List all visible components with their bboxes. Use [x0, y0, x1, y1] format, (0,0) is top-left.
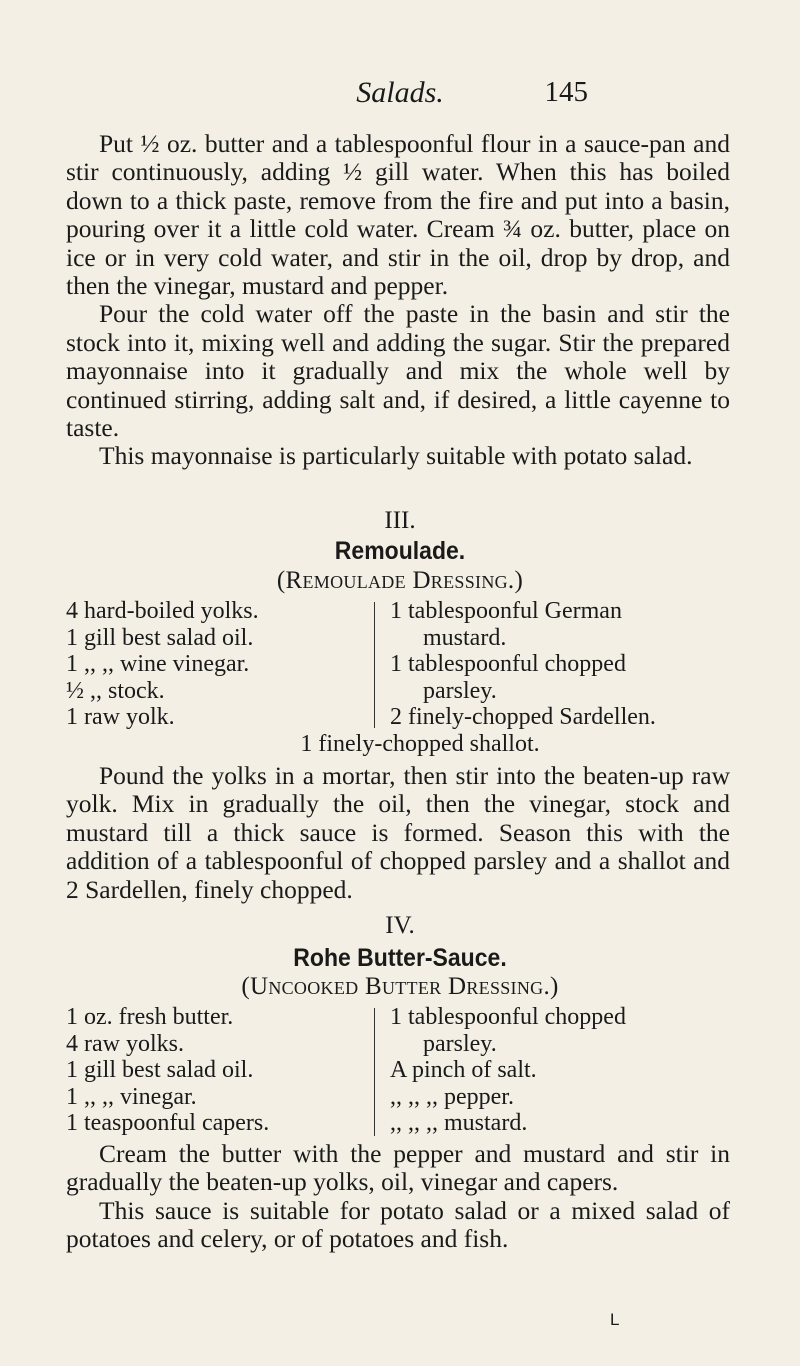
ingredient: ½ ,, stock. [66, 677, 165, 704]
recipe-title: Rohe Butter-Sauce. [293, 944, 507, 972]
signature-mark: L [610, 1310, 620, 1329]
ingredient: 1 teaspoonful capers. [66, 1110, 270, 1137]
paragraph: This sauce is suitable for potato salad or a mixed salad of potatoes and celery, or of potatoes and fish. [66, 1195, 730, 1254]
paragraph: Put ½ oz. butter and a tablespoonful flour in a sauce-pan and stir continuously, adding ½ gill water. When this has boiled down to a thick paste, remove from the fire and put into a basin, pouring over it a little cold water. Cream ¾ oz. butter, place on ice or in very cold water, and stir in the oil, drop by drop, and then the vinegar, mustard and pepper. [66, 129, 730, 301]
ingredients-list [66, 1004, 730, 1144]
ingredients-list [66, 598, 730, 738]
ingredient: 4 raw yolks. [66, 1030, 184, 1057]
recipe-title: Remoulade. [334, 537, 466, 565]
ingredients-left [66, 598, 366, 731]
page-number: 145 [544, 76, 588, 108]
ingredients-right [390, 598, 750, 731]
ingredient: 1 gill best salad oil. [66, 624, 254, 651]
column-divider [374, 602, 375, 728]
column-divider [374, 1008, 375, 1136]
ingredient: 1 oz. fresh butter. [66, 1004, 234, 1030]
running-title: Salads. [356, 76, 444, 109]
paragraph: Pour the cold water off the paste in the basin and stir the stock into it, mixing well and adding the sugar. Stir the prepared mayonnaise into it gradually and mix the whole well by continued stirring, adding salt and, if desired, a little cayenne to taste. [66, 299, 730, 443]
ingredient: 1 ,, ,, vinegar. [66, 1083, 197, 1110]
ingredient: 1 tablespoonful chopped [390, 1004, 626, 1030]
intro-text [66, 130, 730, 471]
ingredient: parsley. [423, 1030, 497, 1057]
ingredient: ,, ,, ,, pepper. [390, 1083, 514, 1110]
paragraph: This mayonnaise is particularly suitable with potato salad. [99, 441, 693, 471]
ingredient: parsley. [423, 677, 497, 704]
ingredient: ,, ,, ,, mustard. [390, 1110, 528, 1137]
ingredients-right [390, 1004, 750, 1137]
recipe-number: IV. [385, 912, 415, 939]
ingredient: 1 gill best salad oil. [66, 1057, 254, 1084]
ingredient: 1 tablespoonful German [390, 598, 622, 624]
ingredient: 1 ,, ,, wine vinegar. [66, 651, 250, 678]
ingredient: 1 tablespoonful chopped [390, 651, 626, 678]
ingredients-left [66, 1004, 366, 1137]
recipe-method [66, 762, 730, 904]
recipe-subtitle: (Remoulade Dressing.) [276, 567, 524, 594]
ingredient: mustard. [423, 624, 507, 651]
page-header [0, 76, 800, 116]
recipe-subtitle: (Uncooked Butter Dressing.) [241, 973, 559, 1000]
ingredient: A pinch of salt. [390, 1057, 537, 1084]
ingredient-center: 1 finely-chopped shallot. [300, 731, 540, 757]
recipe-number: III. [384, 507, 416, 534]
paragraph: Cream the butter with the pepper and mustard and stir in gradually the beaten-up yolks, oil, vinegar and capers. [66, 1139, 730, 1197]
recipe-method [66, 1140, 730, 1254]
paragraph: Pound the yolks in a mortar, then stir into the beaten-up raw yolk. Mix in gradually the oil, then the vinegar, stock and mustard till a thick sauce is formed. Season this with the addition of a tablespoonful of chopped parsley and a shallot and 2 Sardellen, finely chopped. [66, 761, 730, 904]
ingredient: 2 finely-chopped Sardellen. [390, 704, 656, 731]
ingredient: 1 raw yolk. [66, 704, 175, 731]
ingredient: 4 hard-boiled yolks. [66, 598, 259, 624]
